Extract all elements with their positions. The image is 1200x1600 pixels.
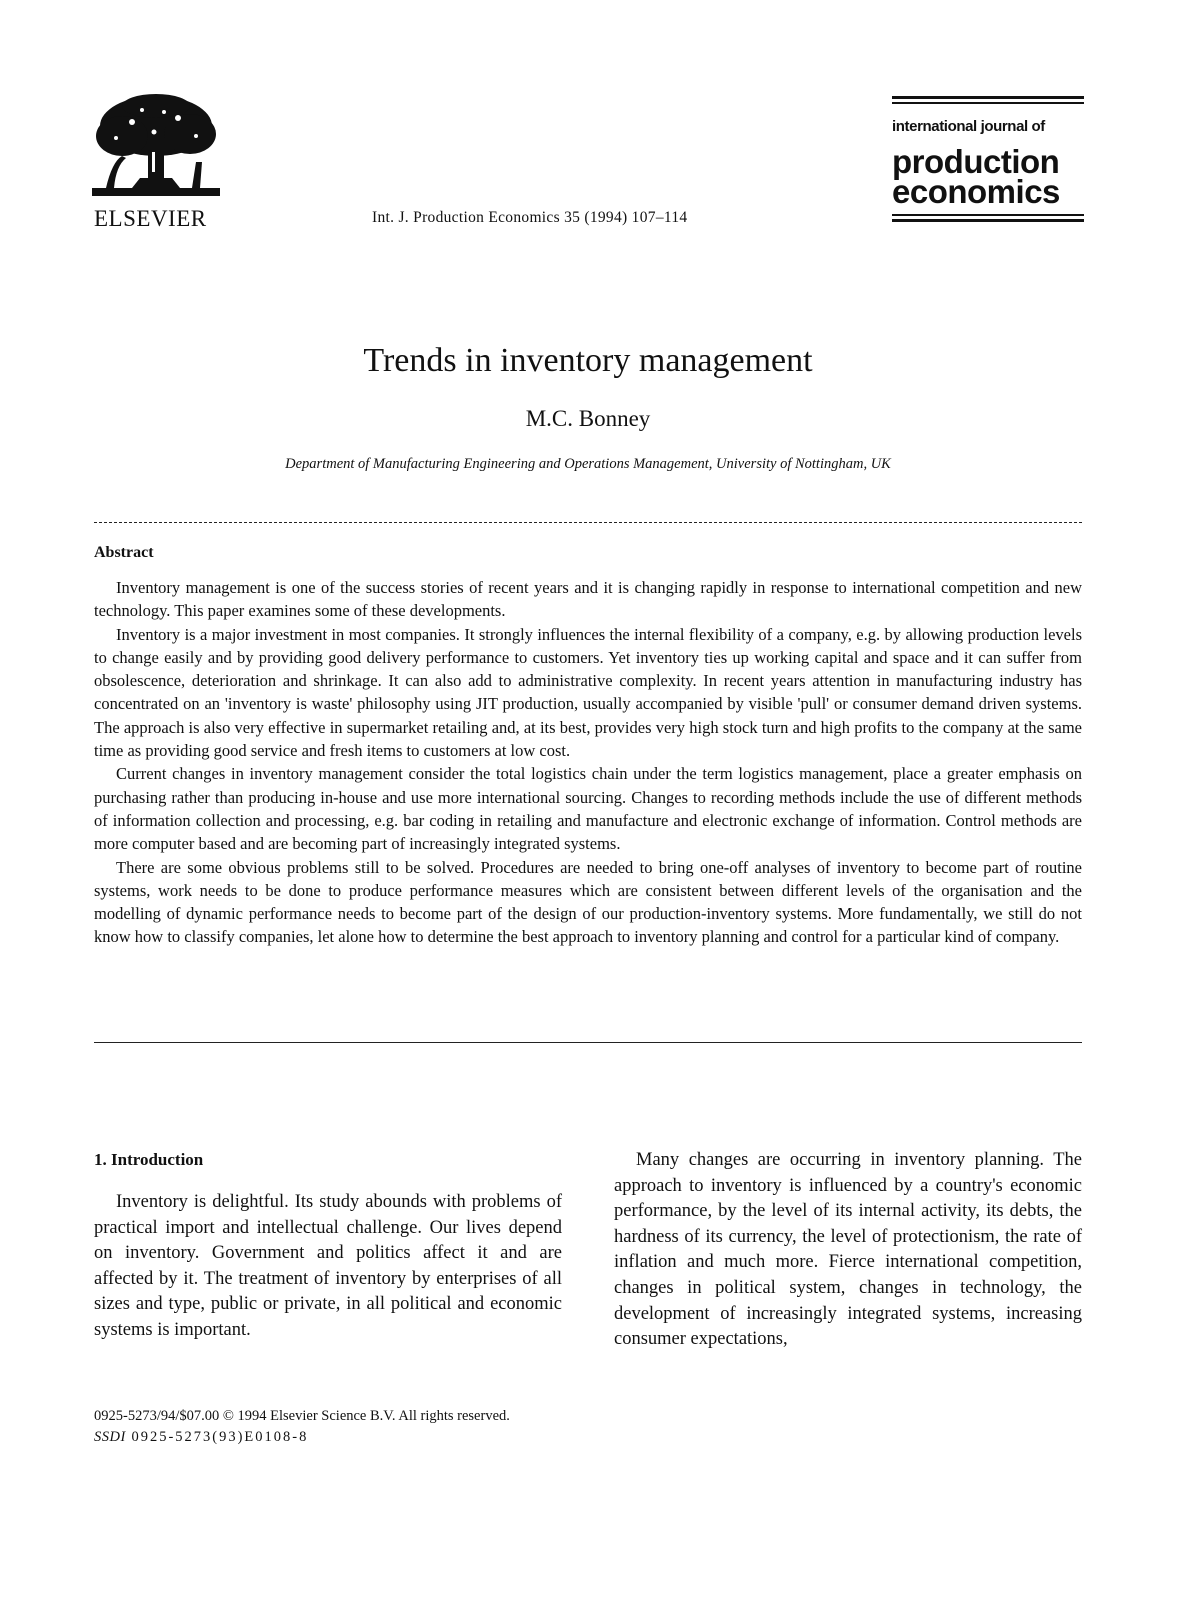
abstract-paragraph: There are some obvious problems still to be solved. Procedures are needed to bring one-off analyses of inventory to become part of routine systems, work needs to be done to produce performance measures which are consistent between different levels of the organisation and the modelling of dynamic performance needs to become part of the design of our production-inventory systems. More fundamentally, we still do not know how to classify companies, let alone how to determine the best approach to inventory planning and control for a particular kind of company. bbox=[94, 857, 1082, 947]
ssdi-value: 0925-5273(93)E0108-8 bbox=[131, 1429, 309, 1445]
ssdi-label: SSDI bbox=[94, 1429, 126, 1445]
publisher-name: ELSEVIER bbox=[94, 206, 207, 231]
author-affiliation: Department of Manufacturing Engineering and Operations Management, University of Nottingham, UK bbox=[285, 456, 891, 472]
elsevier-tree-logo bbox=[92, 92, 220, 204]
journal-citation: Int. J. Production Economics 35 (1994) 107–114 bbox=[372, 209, 688, 226]
masthead-rule-bottom-thin bbox=[892, 214, 1084, 216]
abstract-paragraph: Inventory is a major investment in most companies. It strongly influences the internal flexibility of a company, e.g. by allowing production levels to change easily and by providing good delivery performance to customers. Yet inventory ties up working capital and space and it can suffer from obsolescence, deterioration and shrinkage. It can also add to administrative complexity. In recent years attention in manufacturing industry has concentrated on an 'inventory is waste' philosophy using JIT production, usually accompanied by visible 'pull' or consumer demand driven systems. The approach is also very effective in supermarket retailing and, at its best, provides very high stock turn and high profits to the company at the same time as providing good service and fresh items to customers at low cost. bbox=[94, 624, 1082, 761]
body-column-left bbox=[94, 1148, 562, 1344]
journal-name-line2: economics bbox=[892, 173, 1060, 210]
abstract-top-rule bbox=[94, 522, 1082, 523]
abstract-paragraph: Inventory management is one of the success stories of recent years and it is changing rapidly in response to international competition and new technology. This paper examines some of these developments. bbox=[94, 578, 1082, 621]
article-author: M.C. Bonney bbox=[525, 406, 651, 431]
journal-name-line1: production bbox=[892, 143, 1060, 180]
ssdi-line bbox=[94, 1427, 510, 1448]
introduction-paragraph: Inventory is delightful. Its study abounds with problems of practical import and intellectual challenge. Our lives depend on inventory. Government and politics affect it and are affected by it. The treatment of inventory by enterprises of all sizes and type, public or private, in all political and economic systems is important. bbox=[94, 1192, 562, 1340]
body-column-right bbox=[614, 1148, 1082, 1353]
abstract-body bbox=[94, 576, 1082, 949]
copyright-line: 0925-5273/94/$07.00 © 1994 Elsevier Science B.V. All rights reserved. bbox=[94, 1408, 510, 1424]
abstract-paragraph: Current changes in inventory management consider the total logistics chain under the term logistics management, place a greater emphasis on purchasing rather than producing in-house and use more international sourcing. Changes to recording methods include the use of different methods of information collection and processing, e.g. bar coding in retailing and manufacture and electronic exchange of information. Control methods are more computer based and are becoming part of increasingly integrated systems. bbox=[94, 764, 1082, 854]
masthead-rule-top bbox=[892, 96, 1084, 99]
journal-masthead bbox=[892, 96, 1084, 230]
masthead-rule-bottom bbox=[892, 219, 1084, 222]
journal-name-small: international journal of bbox=[892, 118, 1045, 135]
masthead-rule-top-thin bbox=[892, 102, 1084, 104]
body-paragraph: Many changes are occurring in inventory planning. The approach to inventory is influenced by a country's economic performance, by the level of its internal activity, its debts, the hardness of its currency, the level of protectionism, the rate of inflation and much more. Fierce international competition, changes in political system, changes in technology, the development of increasingly integrated systems, increasing consumer expectations, bbox=[614, 1150, 1082, 1350]
abstract-heading: Abstract bbox=[94, 544, 154, 561]
abstract-bottom-rule bbox=[94, 1042, 1082, 1043]
page-footer bbox=[94, 1406, 510, 1448]
article-title: Trends in inventory management bbox=[363, 342, 813, 379]
section-heading-introduction: 1. Introduction bbox=[94, 1150, 204, 1169]
